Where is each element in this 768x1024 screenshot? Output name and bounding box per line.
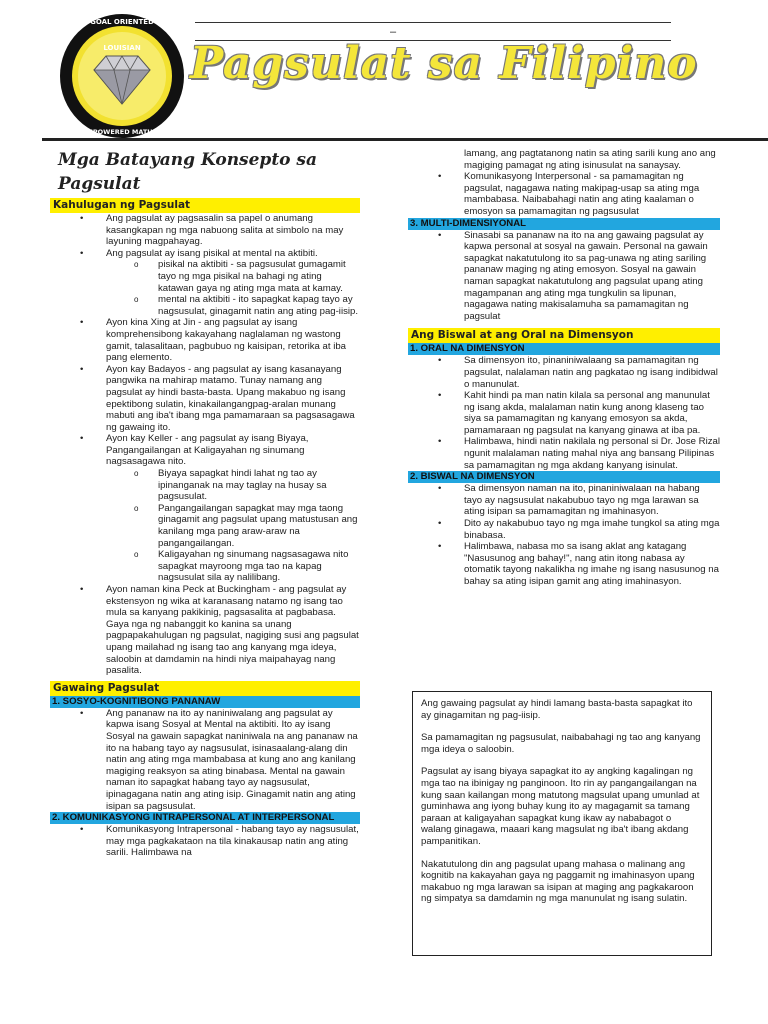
main-title: Mga Batayang Konsepto sa Pagsulat: [58, 150, 318, 194]
list-item: o Kaligayahan ng sinumang nagsasagawa nito sapagkat mayroong mga tao na kapag nagsusulat sila ay nalilibang.: [50, 549, 360, 584]
kahulugan-heading: Kahulugan ng Pagsulat: [50, 198, 360, 213]
header-divider: [42, 138, 768, 141]
brand-title: Pagsulat sa Filipino: [190, 38, 698, 89]
list-item: • Sa dimensyon ito, pinaniniwalaang sa pamamagitan ng pagsulat, nalalaman natin ang pagkatao ng isang indibidwal o manunulat.: [408, 355, 720, 390]
list-item: • Dito ay nakabubuo tayo ng mga imahe tungkol sa ating mga binabasa.: [408, 518, 720, 541]
list-item: • Ayon naman kina Peck at Buckingham - ang pagsulat ay ekstensyon ng wika at karanasang natamo ng isang tao mula sa kanyang pakikinig, pagsasalita at pagbabasa. Gaya nga ng nabanggit ko kanina sa unang pagpapakahulugan ng pagsulat, nagiging susi ang pagsulat upang mailahad ng isang tao ang kanyang mga ideya, saloobin at damdamin na hindi niya maipahayag nang pasalita.: [50, 584, 360, 677]
list-item: • Ayon kay Keller - ang pagsulat ay isang Biyaya, Pangangailangan at Kaligayahan ng sinumang nagsasagawa nito.: [50, 433, 360, 468]
komu-cont-list: [408, 171, 720, 217]
list-item: • Ang pagsulat ay pagsasalin sa papel o anumang kasangkapan ng mga nabuong salita at simbolo na may layuning magpahayag.: [50, 213, 360, 248]
list-item: • Sinasabi sa pananaw na ito na ang gawaing pagsulat ay kapwa personal at sosyal na gawain. Personal na gawain sapagkat nakatutulong ito sa pag-unawa ng ating sariling pananaw maging ng ating emosyon. Sosyal na gawain naman sapagkat nakatutulong ang pagsulat upang ating magampanan ang ating mga tungkulin sa lipunan, nagagawa nating makisalamuha sa pamamagitan ng pagsulat: [408, 230, 720, 323]
sosyo-list: [50, 708, 360, 812]
left-column: [50, 148, 360, 859]
list-item: o mental na aktibiti - ito sapagkat kapag tayo ay nagsusulat, ginagamit natin ang ating pag-iisip.: [50, 294, 360, 317]
logo-diamond-emblem: [58, 12, 186, 140]
list-item: • Ang pananaw na ito ay naniniwalang ang pagsulat ay kapwa isang Sosyal at Mental na aktibiti. Ito ay isang Sosyal na gawain sapagkat naniniwala na ang pananaw na ito na habang tayo ay nagsusulat, isinasaalang-alang din natin ang ating mga mambabasa at kung ano ang kanilang magiging reaksyon sa ating binabasa. Mental na gawain naman ito sapagkat habang tayo ay nagsusulat, ipinagagana natin ang ating isip. Ginagamit natin ang ating isipan sa pagsusulat.: [50, 708, 360, 812]
header-dash: –: [390, 26, 397, 38]
kahulugan-list: [50, 213, 360, 677]
biswal-list: [408, 483, 720, 587]
logo-ring-top: GOAL ORIENTED: [90, 18, 154, 26]
oral-bar: 1. ORAL NA DIMENSYON: [408, 343, 720, 355]
summary-paragraph: Pagsulat ay isang biyaya sapagkat ito ay angking kagalingan ng mga tao na ibinigay ng panginoon. Ito rin ay pangangailangan na kung saan kailangan mong matutong magsulat upang umunlad at guminhawa ang iyong buhay kung ito ay magagamit sa tamang paraan at kaligayahan sapagkat kung ikaw ay nababagot o walang ginagawa, maaari kang magsulat ng iba't ibang akdang pampanitikan.: [421, 766, 700, 847]
oral-list: [408, 355, 720, 471]
header-line-top: [195, 22, 671, 23]
multi-bar: 3. MULTI-DIMENSIYONAL: [408, 218, 720, 230]
logo-name: LOUISIAN: [103, 44, 141, 52]
komu-list: [50, 824, 360, 859]
list-item: • Ayon kina Xing at Jin - ang pagsulat ay isang komprehensibong kakayahang naglalaman ng wastong gamit, talasalitaan, pagbubuo ng kaisipan, retorika at iba pang elemento.: [50, 317, 360, 363]
list-item: o Biyaya sapagkat hindi lahat ng tao ay ipinanganak na may taglay na husay sa pagsusulat.: [50, 468, 360, 503]
summary-box: [412, 691, 712, 956]
sosyo-bar: 1. SOSYO-KOGNITIBONG PANANAW: [50, 696, 360, 708]
list-item: • Ang pagsulat ay isang pisikal at mental na aktibiti.: [50, 248, 360, 260]
summary-paragraph: Sa pamamagitan ng pagsusulat, naibabahagi ng tao ang kanyang mga ideya o saloobin.: [421, 732, 701, 755]
list-item: • Ayon kay Badayos - ang pagsulat ay isang kasanayang pangwika na mahirap matamo. Tunay namang ang pagsulat ay hindi basta-basta. Upang makabuo ng isang epektibong sulatin, kinakailangangpag-aralan munang mabuti ang iba't ibang mga pamamaraan sa pagsasagawa ng gawaing ito.: [50, 364, 360, 434]
list-item: • Sa dimensyon naman na ito, pinaniniwalaan na habang tayo ay nagsusulat nakabubuo tayo ng mga larawan sa ating isipan sa pamamagitan ng imahinasyon.: [408, 483, 720, 518]
summary-paragraph: Nakatutulong din ang pagsulat upang mahasa o malinang ang kognitib na kakayahan gaya ng paggamit ng imahinasyon upang makabuo ng mga larawan sa isipan at maging ang pagkakaroon ng simpatya sa damdamin ng mga manunulat ng isang sulatin.: [421, 858, 695, 905]
gawaing-heading: Gawaing Pagsulat: [50, 681, 360, 696]
list-item: • Kahit hindi pa man natin kilala sa personal ang manunulat ng isang akda, malalaman natin kung anong klaseng tao siya sa pamamagitan ng kanyang emosyon sa akda, pamamaraan ng pagsulat na kanyang ginawa at iba pa.: [408, 390, 720, 436]
logo-ring-bottom: EMPOWERED MATURE: [81, 128, 163, 136]
biswal-bar: 2. BISWAL NA DIMENSYON: [408, 471, 720, 483]
list-item: • Komunikasyong Intrapersonal - habang tayo ay nagsusulat, may mga pagkakataon na tila kinakausap natin ang ating sarili. Halimbawa na: [50, 824, 360, 859]
biswal-oral-heading: Ang Biswal at ang Oral na Dimensyon: [408, 328, 720, 343]
list-item: o Pangangailangan sapagkat may mga taong ginagamit ang pagsulat upang matustusan ang kanilang mga pang araw-araw na pangangailangan.: [50, 503, 360, 549]
list-item: • Halimbawa, nabasa mo sa isang aklat ang katagang "Nasusunog ang bahay!", nang atin itong nabasa ay otomatik tayong nakalikha ng imahe ng isang nasusunog na bahay sa ating isipan gamit ang ating imahinasyon.: [408, 541, 720, 587]
summary-paragraph: Ang gawaing pagsulat ay hindi lamang basta-basta sapagkat ito ay ginagamitan ng pag-iisip.: [421, 698, 693, 721]
komu-bar: 2. KOMUNIKASYONG INTRAPERSONAL AT INTERPERSONAL: [50, 812, 360, 824]
list-item: o pisikal na aktibiti - sa pagsusulat gumagamit tayo ng mga pisikal na bahagi ng ating katawan gaya ng ating mga mata at kamay.: [50, 259, 360, 294]
right-column: [408, 148, 720, 588]
list-item: • Halimbawa, hindi natin nakilala ng personal si Dr. Jose Rizal ngunit malalaman nating mahal niya ang bansang Pilipinas sa pamamagitan ng mga akdang kanyang isinulat.: [408, 436, 720, 471]
list-item: • Komunikasyong Interpersonal - sa pamamagitan ng pagsulat, nagagawa nating makipag-usap sa ating mga mambabasa. Naibabahagi natin ang ating kaalaman o emosyon sa pamamagitan ng pagsusulat: [408, 171, 720, 217]
multi-list: [408, 230, 720, 323]
continued-text: lamang, ang pagtatanong natin sa ating sarili kung ano ang magiging pamagat ng ating isinusulat na sanaysay.: [464, 148, 716, 171]
